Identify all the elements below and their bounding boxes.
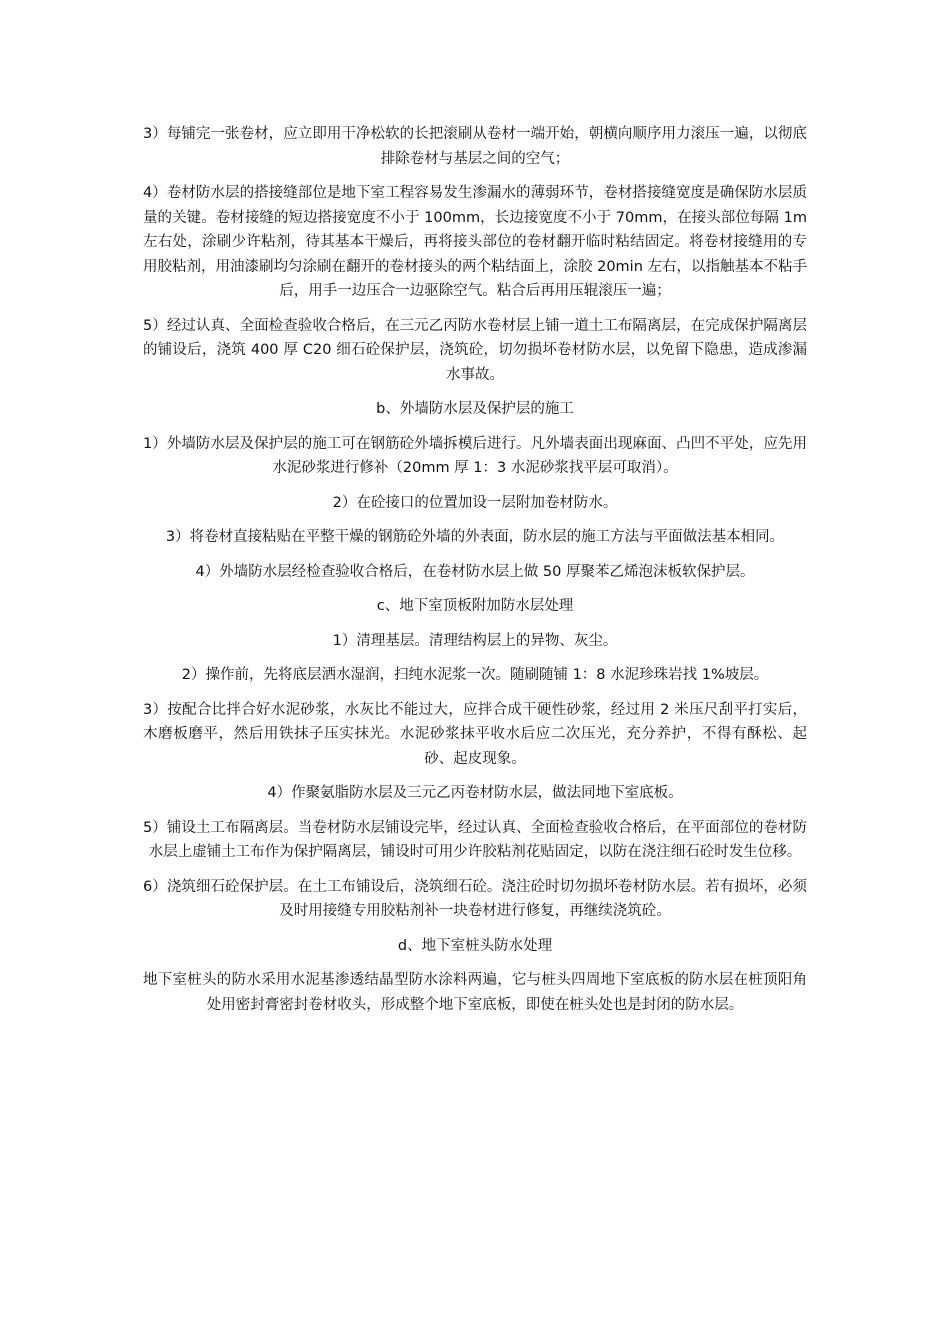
paragraph-b-step-4: 4）外墙防水层经检查验收合格后，在卷材防水层上做 50 厚聚苯乙烯泡沫板软保护层。 (195, 563, 755, 580)
section-heading-d: d、地下室桩头防水处理 (397, 937, 553, 954)
paragraph-c-step-6: 6）浇筑细石砼保护层。在土工布铺设后，浇筑细石砼。浇注砼时切勿损坏卷材防水层。若有损坏，必须及时用接缝专用胶粘剂补一块卷材进行修复，再继续浇筑砼。 (143, 878, 807, 919)
paragraph-d-pile-head: 地下室桩头的防水采用水泥基渗透结晶型防水涂料两遍，它与桩头四周地下室底板的防水层在桩顶阳角处用密封膏密封卷材收头，形成整个地下室底板，即使在桩头处也是封闭的防水层。 (143, 972, 807, 1013)
paragraph-c-step-5: 5）铺设土工布隔离层。当卷材防水层铺设完毕，经过认真、全面检查验收合格后，在平面部位的卷材防水层上虚铺土工布作为保护隔离层，铺设时可用少许胶粘剂花贴固定，以防在浇注细石砼时发生位移。 (143, 819, 807, 860)
paragraph-step-3-rolling: 3）每铺完一张卷材，应立即用干净松软的长把滚刷从卷材一端开始，朝横向顺序用力滚压一遍，以彻底排除卷材与基层之间的空气； (143, 126, 807, 167)
paragraph-c-step-4: 4）作聚氨脂防水层及三元乙丙卷材防水层，做法同地下室底板。 (267, 785, 683, 801)
paragraph-step-5-protective-layer: 5）经过认真、全面检查验收合格后，在三元乙丙防水卷材层上铺一道土工布隔离层，在完成保护隔离层的铺设后，浇筑 400 厚 C20 细石砼保护层，浇筑砼，切勿损坏卷材防水层，以免留下隐患，造成渗漏水事故。 (143, 317, 807, 383)
paragraph-c-step-1: 1）清理基层。清理结构层上的异物、灰尘。 (332, 632, 618, 649)
paragraph-b-step-2: 2）在砼接口的位置加设一层附加卷材防水。 (332, 494, 618, 511)
section-heading-c: c、地下室顶板附加防水层处理 (376, 598, 574, 614)
paragraph-c-step-3: 3）按配合比拌合好水泥砂浆，水灰比不能过大，应拌合成干硬性砂浆，经过用 2 米压尺刮平打实后，木磨板磨平，然后用铁抹子压实抹光。水泥砂浆抹平收水后应二次压光，充分养护，不得有酥松、起砂、起皮现象。 (143, 701, 807, 767)
section-heading-b: b、外墙防水层及保护层的施工 (376, 401, 574, 417)
paragraph-c-step-2: 2）操作前，先将底层洒水湿润，扫纯水泥浆一次。随刷随铺 1：8 水泥珍珠岩找 1%坡层。 (181, 667, 769, 683)
paragraph-b-step-1: 1）外墙防水层及保护层的施工可在钢筋砼外墙拆模后进行。凡外墙表面出现麻面、凸凹不平处，应先用水泥砂浆进行修补（20mm 厚 1：3 水泥砂浆找平层可取消）。 (143, 435, 807, 476)
paragraph-b-step-3: 3）将卷材直接粘贴在平整干燥的钢筋砼外墙的外表面，防水层的施工方法与平面做法基本相同。 (165, 529, 785, 545)
paragraph-step-4-seam-overlap: 4）卷材防水层的搭接缝部位是地下室工程容易发生渗漏水的薄弱环节，卷材搭接缝宽度是确保防水层质量的关键。卷材接缝的短边搭接宽度不小于 100mm，长边接宽度不小于 70mm，在接头部位每隔 1m 左右处，涂刷少许粘剂，待其基本干燥后，再将接头部位的卷材翻开临时粘结固定。将卷材接缝用的专用胶粘剂，用油漆刷均匀涂刷在翻开的卷材接头的两个粘结面上，涂胶 20min 左右，以指触基本不粘手后，用手一边压合一边驱除空气。粘合后再用压辊滚压一遍； (143, 185, 808, 299)
document-body (143, 122, 807, 1027)
